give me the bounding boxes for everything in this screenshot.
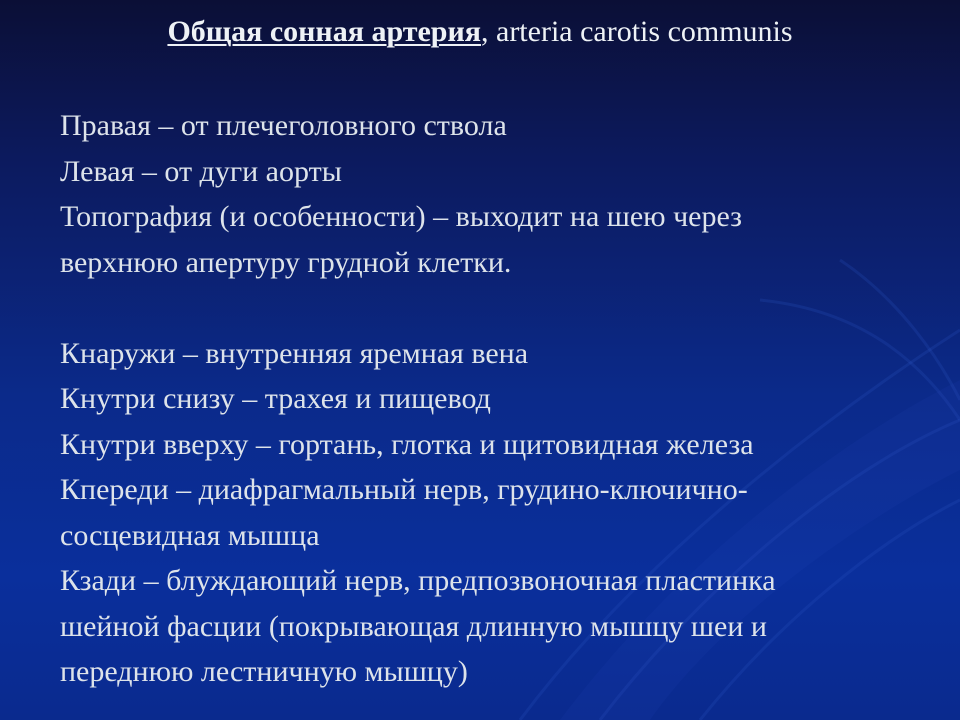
relation-medial-lower: Кнутри снизу – трахея и пищевод	[60, 382, 491, 415]
relation-posterior-line-1: Кзади – блуждающий нерв, предпозвоночная пластинка	[60, 564, 776, 597]
topography-line-1: Топография (и особенности) – выходит на шею через	[60, 200, 743, 233]
relation-anterior-line-2: сосцевидная мышца	[60, 518, 320, 552]
relation-posterior-line-2: шейной фасции (покрывающая длинную мышцу шеи и	[60, 609, 767, 643]
title-latin: , arteria carotis communis	[481, 15, 793, 48]
relation-anterior-line-1: Кпереди – диафрагмальный нерв, грудино-ключично-	[60, 473, 748, 506]
slide-title	[0, 14, 960, 50]
slide-body	[60, 103, 950, 695]
paragraph-gap	[60, 285, 950, 331]
origin-left: Левая – от дуги аорты	[60, 154, 342, 188]
topography-line-2: верхнюю апертуру грудной клетки.	[60, 245, 512, 279]
relation-posterior-line-3: переднюю лестничную мышцу)	[60, 655, 468, 688]
relation-medial-upper: Кнутри вверху – гортань, глотка и щитовидная железа	[60, 427, 754, 461]
relation-lateral: Кнаружи – внутренняя яремная вена	[60, 336, 529, 370]
title-term: Общая сонная артерия	[167, 15, 481, 48]
origin-right: Правая – от плечеголовного ствола	[60, 109, 507, 142]
